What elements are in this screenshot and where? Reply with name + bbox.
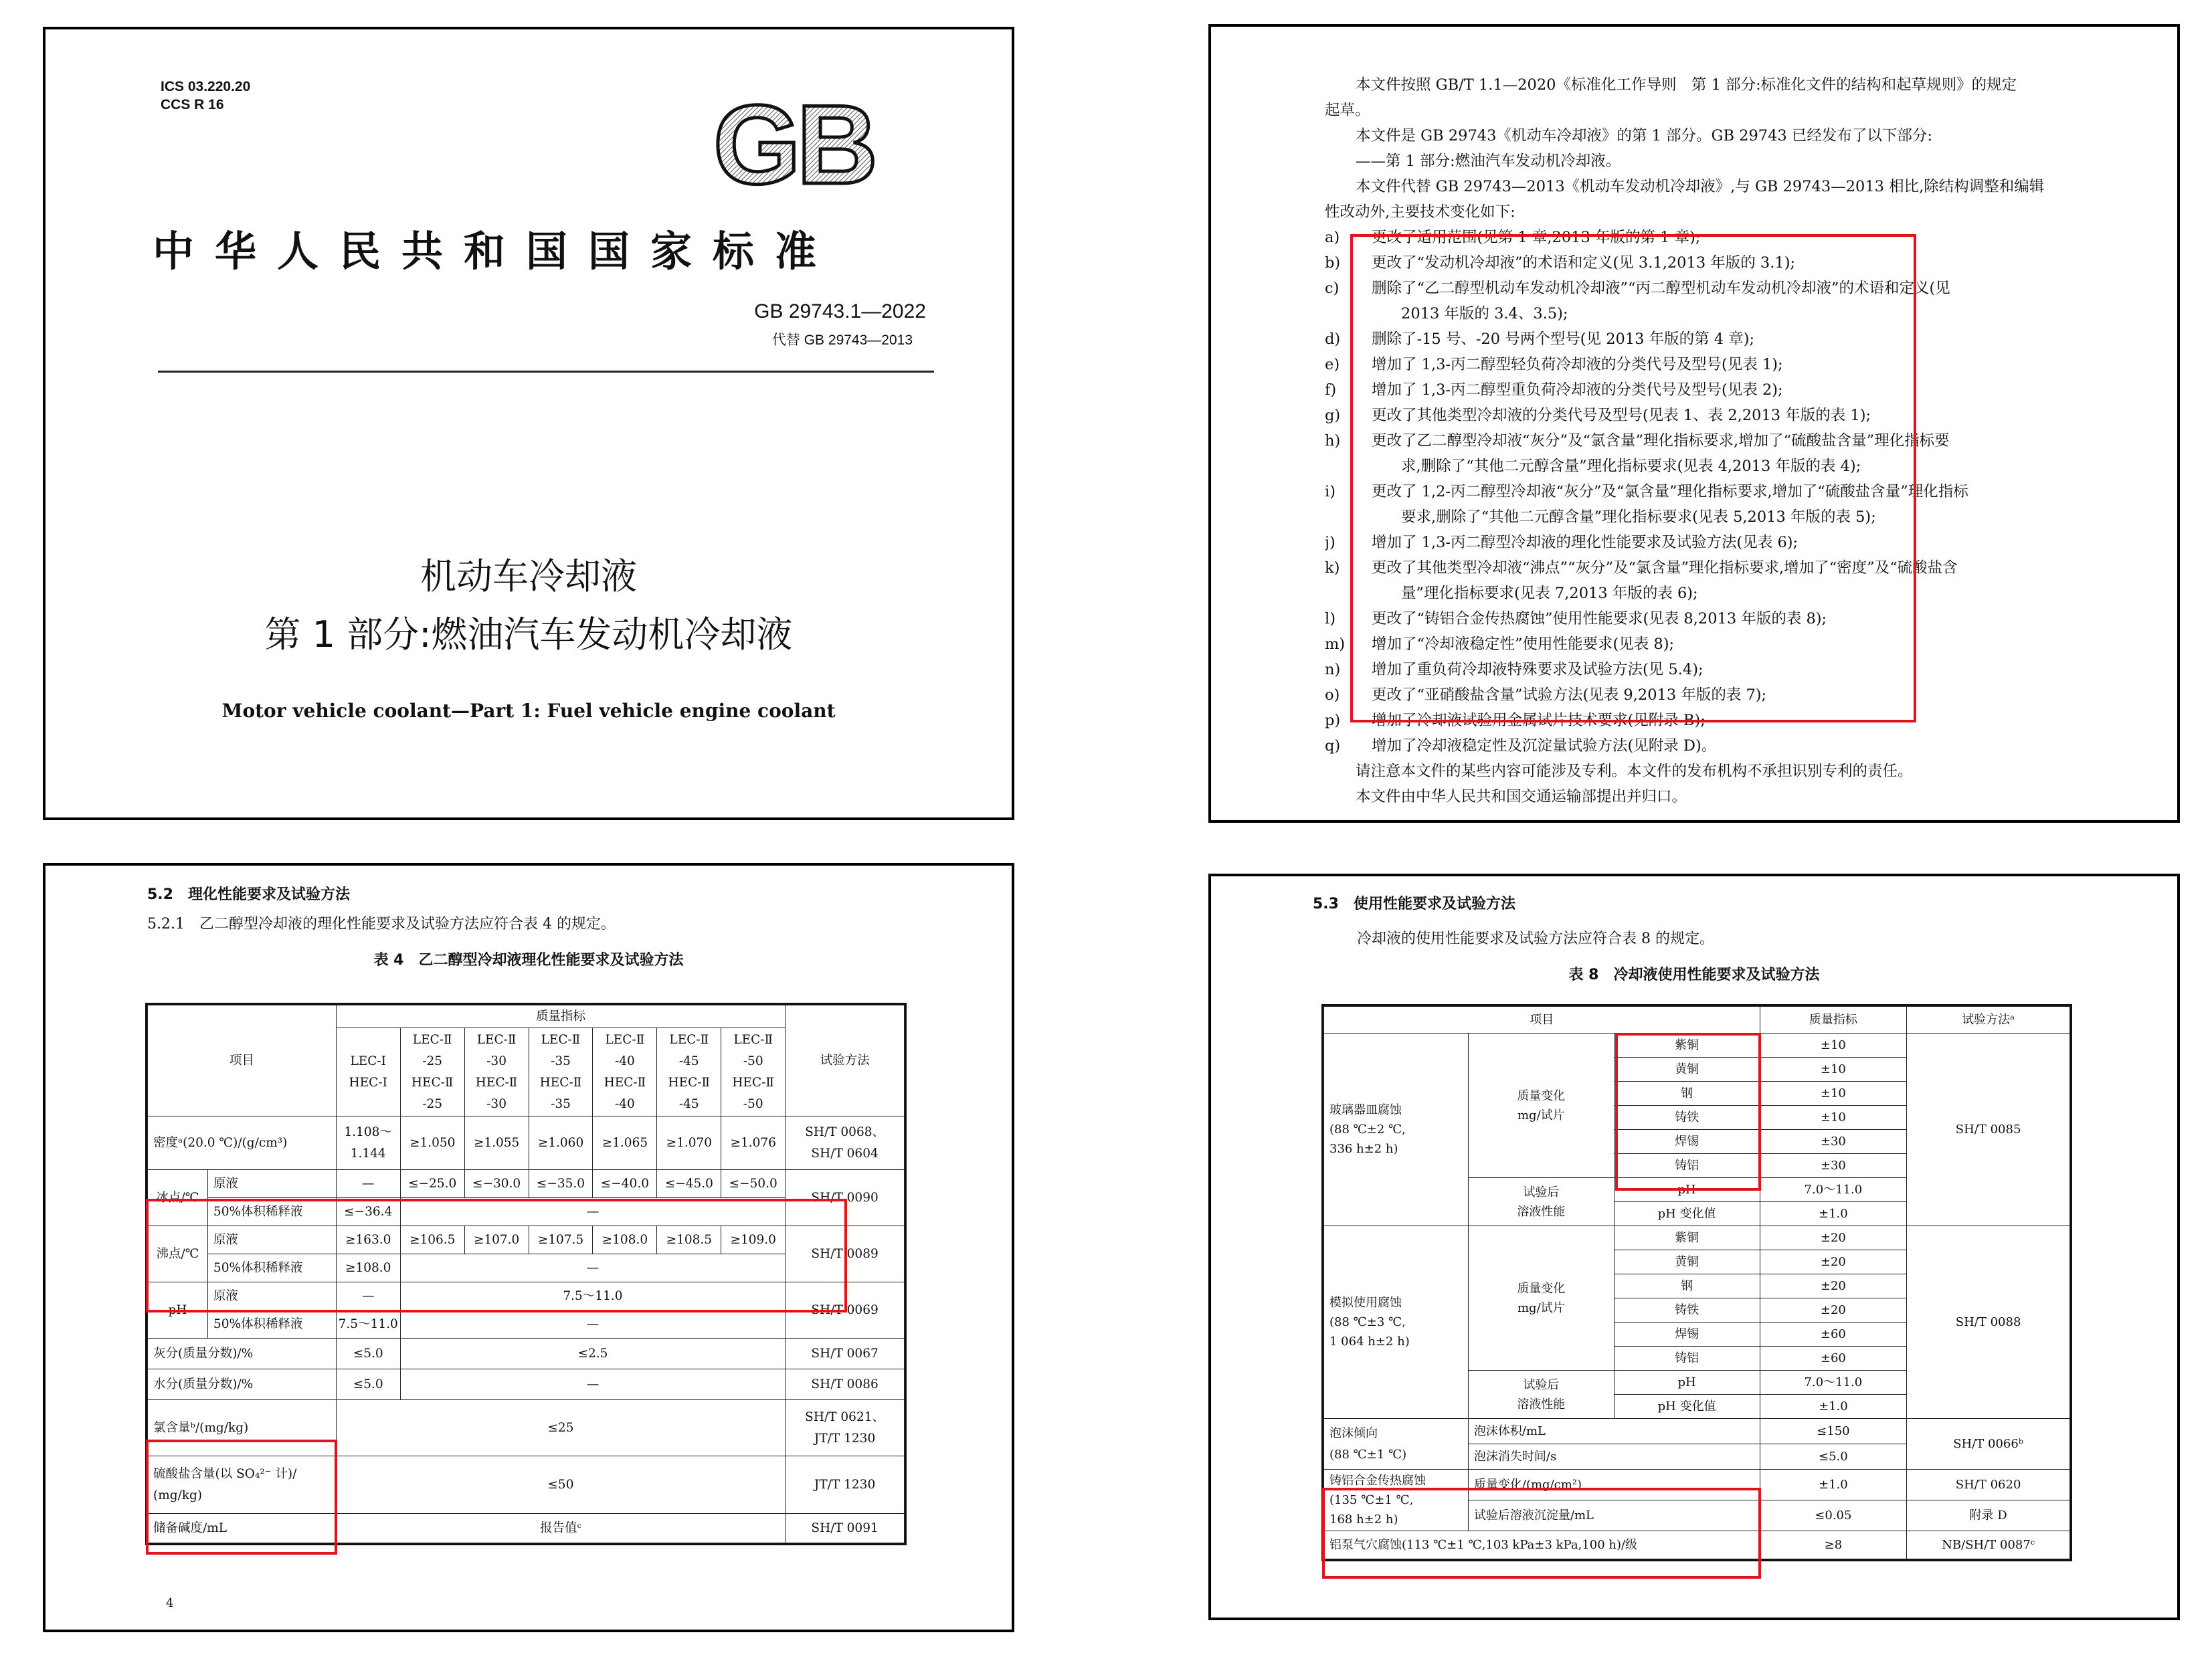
metal-name: 铸铁	[1614, 1298, 1760, 1323]
table-cell: ≤−25.0	[400, 1170, 464, 1198]
table-cell: 试验后溶液沉淀量/mL	[1468, 1500, 1760, 1531]
change-item-text: 增加了 1,3-丙二醇型重负荷冷却液的分类代号及型号(见表 2);	[1372, 381, 1783, 399]
change-item-label: l)	[1325, 610, 1335, 627]
pump-label: 铝泵气穴腐蚀(113 ℃±1 ℃,103 kPa±3 kPa,100 h)/级	[1324, 1531, 1760, 1559]
grade-header: LEC-Ⅱ -50 HEC-Ⅱ -50	[721, 1028, 786, 1116]
change-item-text: 增加了重负荷冷却液特殊要求及试验方法(见 5.4);	[1372, 661, 1703, 678]
table-cell: ≤5.0	[336, 1339, 400, 1369]
castal-label: 铸铝合金传热腐蚀 (135 ℃±1 ℃, 168 h±2 h)	[1324, 1470, 1469, 1531]
change-item	[1325, 657, 2130, 682]
table-cell: ≤5.0	[1760, 1444, 1907, 1470]
change-item-label: f)	[1325, 381, 1337, 399]
change-item	[1325, 428, 2130, 454]
change-item-label: q)	[1325, 737, 1341, 755]
table-cell: —	[400, 1310, 785, 1339]
table-cell: 1.108～ 1.144	[336, 1116, 400, 1170]
ics-code: ICS 03.220.20	[161, 79, 251, 94]
change-item-text: 更改了乙二醇型冷却液“灰分”及“氯含量”理化指标要求,增加了“硫酸盐含量”理化指标要	[1372, 432, 1950, 450]
change-item	[1325, 682, 2130, 708]
table-cell: ≥108.0	[336, 1254, 400, 1282]
change-item-text: 更改了其他类型冷却液“沸点”“灰分”及“氯含量”理化指标要求,增加了“密度”及“硫酸盐含	[1372, 559, 1958, 577]
table-cell: ±10	[1760, 1106, 1907, 1130]
change-item-text: 更改了 1,2-丙二醇型冷却液“灰分”及“氯含量”理化指标要求,增加了“硫酸盐含量”理化指标	[1372, 483, 1968, 500]
table-cell: ≥1.050	[400, 1116, 464, 1170]
table-cell: SH/T 0089	[786, 1226, 905, 1282]
table-cell: ≥1.070	[657, 1116, 721, 1170]
table-cell: ≥1.060	[529, 1116, 593, 1170]
change-item-label: a)	[1325, 229, 1340, 246]
header-method: 试验方法ᵃ	[1907, 1007, 2070, 1034]
change-item	[1325, 479, 2130, 504]
cover-classification	[161, 78, 250, 114]
table-cell: pH	[1614, 1371, 1760, 1395]
replaces-note: 代替 GB 29743—2013	[771, 332, 913, 348]
table-cell: ≤5.0	[336, 1369, 400, 1400]
ccs-code: CCS R 16	[161, 97, 224, 112]
foreword-line: 本文件由中华人民共和国交通运输部提出并归口。	[1356, 788, 1687, 805]
change-item-text: 更改了“铸铝合金传热腐蚀”使用性能要求(见表 8,2013 年版的表 8);	[1372, 610, 1827, 627]
table-cell: ≤2.5	[400, 1339, 785, 1369]
table-cell: SH/T 0090	[786, 1170, 905, 1226]
table-caption: 表 8 冷却液使用性能要求及试验方法	[1568, 967, 1820, 983]
sulfate-label: 硫酸盐含量(以 SO₄²⁻ 计)/ (mg/kg)	[148, 1456, 337, 1514]
change-item-text: 更改了适用范围(见第 1 章,2013 年版的第 1 章);	[1372, 229, 1701, 246]
foreword-text	[1325, 72, 2130, 809]
change-item-text: 增加了冷却液试验用金属试片技术要求(见附录 B);	[1372, 712, 1706, 729]
table-cell: ≤−36.4	[336, 1198, 400, 1226]
change-item	[1325, 733, 2130, 759]
table-cell: —	[336, 1170, 400, 1198]
change-item-label: e)	[1325, 356, 1340, 373]
change-item-text: 更改了“发动机冷却液”的术语和定义(见 3.1,2013 年版的 3.1);	[1372, 254, 1796, 272]
table-cell: ±1.0	[1760, 1470, 1907, 1500]
table-cell: 原液	[207, 1282, 336, 1310]
header-quality: 质量指标	[1760, 1007, 1907, 1034]
change-item-text: 更改了“亚硝酸盐含量”试验方法(见表 9,2013 年版的表 7);	[1372, 686, 1767, 704]
table-cell: ±60	[1760, 1347, 1907, 1371]
change-item	[1325, 403, 2130, 428]
water-label: 水分(质量分数)/%	[148, 1369, 337, 1400]
change-item	[1325, 326, 2130, 352]
mass-change-label: 质量变化 mg/试片	[1468, 1226, 1614, 1371]
change-item-text: 更改了其他类型冷却液的分类代号及型号(见表 1、表 2,2013 年版的表 1);	[1372, 407, 1871, 424]
change-item-label: n)	[1325, 661, 1341, 678]
table-cell: 50%体积稀释液	[207, 1198, 336, 1226]
ash-label: 灰分(质量分数)/%	[148, 1339, 337, 1369]
change-list	[1325, 225, 2130, 759]
table-cell: 7.0～11.0	[1760, 1178, 1907, 1202]
table-cell: pH	[1614, 1178, 1760, 1202]
table-cell: ±10	[1760, 1034, 1907, 1058]
table-cell: SH/T 0068、 SH/T 0604	[786, 1116, 905, 1170]
change-item-label: g)	[1325, 407, 1341, 424]
table-cell: SH/T 0067	[786, 1339, 905, 1369]
header-item: 项目	[1324, 1007, 1760, 1034]
table-cell: SH/T 0086	[786, 1369, 905, 1400]
table-cell: ±20	[1760, 1298, 1907, 1323]
table-cell: 原液	[207, 1170, 336, 1198]
table-cell: SH/T 0085	[1907, 1034, 2070, 1226]
foreword-line: 本文件按照 GB/T 1.1—2020《标准化工作导则 第 1 部分:标准化文件的结构和起草规则》的规定	[1356, 76, 2017, 94]
header-method: 试验方法	[786, 1005, 905, 1116]
table-cell: ≥1.065	[593, 1116, 657, 1170]
header-item: 项目	[148, 1005, 337, 1116]
metal-name: 铸铁	[1614, 1106, 1760, 1130]
change-item	[1325, 352, 2130, 377]
table-cell: pH 变化值	[1614, 1202, 1760, 1226]
change-item-text: 增加了 1,3-丙二醇型冷却液的理化性能要求及试验方法(见表 6);	[1372, 534, 1799, 551]
metal-name: 紫铜	[1614, 1226, 1760, 1250]
change-item-continuation: 量”理化指标要求(见表 7,2013 年版的表 6);	[1401, 585, 1698, 602]
table-cell: —	[336, 1282, 400, 1310]
table-cell: ±10	[1760, 1082, 1907, 1106]
change-item	[1325, 276, 2130, 301]
change-item-label: c)	[1325, 280, 1340, 297]
table-cell: ±20	[1760, 1250, 1907, 1274]
change-item-label: h)	[1325, 432, 1341, 450]
change-item-continuation: 2013 年版的 3.4、3.5);	[1401, 305, 1568, 322]
table-cell: ±1.0	[1760, 1202, 1907, 1226]
divider	[158, 371, 934, 373]
page-number: 4	[166, 1596, 174, 1610]
table-cell: 50%体积稀释液	[207, 1310, 336, 1339]
change-item-label: b)	[1325, 254, 1341, 272]
table-cell: —	[400, 1254, 785, 1282]
change-item	[1325, 250, 2130, 276]
table-cell: ≤−40.0	[593, 1170, 657, 1198]
table-cell: —	[400, 1369, 785, 1400]
freeze-label: 冰点/℃	[148, 1170, 208, 1226]
table-cell: SH/T 0069	[786, 1282, 905, 1339]
table-cell: SH/T 0621、 JT/T 1230	[786, 1400, 905, 1456]
table-cell: SH/T 0088	[1907, 1226, 2070, 1419]
change-item	[1325, 225, 2130, 250]
section-heading: 5.3 使用性能要求及试验方法	[1313, 896, 1515, 912]
table-cell: 附录 D	[1907, 1500, 2070, 1531]
change-item-label: i)	[1325, 483, 1335, 500]
table-cell: 质量变化/(mg/cm²)	[1468, 1470, 1760, 1500]
grade-header: LEC-Ⅱ -35 HEC-Ⅱ -35	[529, 1028, 593, 1116]
gb-logo-icon	[695, 90, 895, 203]
change-item-label: p)	[1325, 712, 1341, 729]
foreword-line: 请注意本文件的某些内容可能涉及专利。本文件的发布机构不承担识别专利的责任。	[1356, 763, 1913, 780]
mass-change-label: 质量变化 mg/试片	[1468, 1034, 1614, 1178]
change-item-label: d)	[1325, 330, 1341, 348]
density-label: 密度ᵃ(20.0 ℃)/(g/cm³)	[148, 1116, 337, 1170]
change-item-text: 增加了“冷却液稳定性”使用性能要求(见表 8);	[1372, 636, 1675, 653]
metal-name: 焊锡	[1614, 1323, 1760, 1347]
table-cell: 报告值ᶜ	[336, 1514, 785, 1543]
foreword-page	[1208, 24, 2180, 823]
change-item	[1325, 708, 2130, 733]
header-quality: 质量指标	[336, 1005, 785, 1028]
change-item	[1325, 631, 2130, 657]
table-cell: ≤25	[336, 1400, 785, 1456]
table-cell: ≥108.0	[593, 1226, 657, 1254]
metal-name: 钢	[1614, 1274, 1760, 1298]
table-cell: ≤−45.0	[657, 1170, 721, 1198]
foreword-line: 性改动外,主要技术变化如下:	[1325, 203, 1515, 221]
section-heading: 5.2 理化性能要求及试验方法	[147, 886, 350, 903]
table-cell: ≥107.5	[529, 1226, 593, 1254]
table-cell: ≤−35.0	[529, 1170, 593, 1198]
ph-label: pH	[148, 1282, 208, 1339]
table-cell: 7.5～11.0	[336, 1310, 400, 1339]
table-cell: ≥8	[1760, 1531, 1907, 1559]
english-title: Motor vehicle coolant—Part 1: Fuel vehicle engine coolant	[221, 700, 836, 722]
table-cell: JT/T 1230	[786, 1456, 905, 1514]
table-cell: ≥109.0	[721, 1226, 786, 1254]
foreword-line: ——第 1 部分:燃油汽车发动机冷却液。	[1356, 153, 1621, 170]
table-cell: ≤−30.0	[464, 1170, 529, 1198]
change-item-text: 增加了冷却液稳定性及沉淀量试验方法(见附录 D)。	[1372, 737, 1717, 755]
table-cell: ±30	[1760, 1130, 1907, 1154]
change-item	[1325, 606, 2130, 631]
table-cell: ≤50	[336, 1456, 785, 1514]
grade-header: LEC-Ⅱ -45 HEC-Ⅱ -45	[657, 1028, 721, 1116]
corrosion-label: 玻璃器皿腐蚀 (88 ℃±2 ℃, 336 h±2 h)	[1324, 1034, 1469, 1226]
clause-text: 5.2.1 乙二醇型冷却液的理化性能要求及试验方法应符合表 4 的规定。	[147, 916, 616, 933]
table-cell: ±1.0	[1760, 1395, 1907, 1419]
table-cell: ≥1.055	[464, 1116, 529, 1170]
table-cell: ≥1.076	[721, 1116, 786, 1170]
change-item-text: 删除了-15 号、-20 号两个型号(见 2013 年版的第 4 章);	[1372, 330, 1755, 348]
table-cell: NB/SH/T 0087ᶜ	[1907, 1531, 2070, 1559]
change-item-text: 增加了 1,3-丙二醇型轻负荷冷却液的分类代号及型号(见表 1);	[1372, 356, 1783, 373]
change-item	[1325, 377, 2130, 403]
table-cell: 泡沫体积/mL	[1468, 1419, 1760, 1444]
table-cell: 50%体积稀释液	[207, 1254, 336, 1282]
table-cell: ≥106.5	[400, 1226, 464, 1254]
change-item	[1325, 530, 2130, 555]
table-cell: SH/T 0066ᵇ	[1907, 1419, 2070, 1470]
corrosion-label: 模拟使用腐蚀 (88 ℃±3 ℃, 1 064 h±2 h)	[1324, 1226, 1469, 1419]
clause-text: 冷却液的使用性能要求及试验方法应符合表 8 的规定。	[1357, 931, 1714, 947]
after-test-label: 试验后 溶液性能	[1468, 1371, 1614, 1419]
metal-name: 紫铜	[1614, 1034, 1760, 1058]
change-item-text: 删除了“乙二醇型机动车发动机冷却液”“丙二醇型机动车发动机冷却液”的术语和定义(见	[1372, 280, 1950, 297]
table-cell: 7.0～11.0	[1760, 1371, 1907, 1395]
change-item-label: o)	[1325, 686, 1340, 704]
grade-header: LEC-Ⅱ -40 HEC-Ⅱ -40	[593, 1028, 657, 1116]
after-test-label: 试验后 溶液性能	[1468, 1178, 1614, 1226]
metal-name: 钢	[1614, 1082, 1760, 1106]
table4-page	[43, 863, 1014, 1632]
table-cell: ±30	[1760, 1154, 1907, 1178]
table8-page	[1208, 874, 2180, 1620]
foreword-line: 起草。	[1325, 102, 1370, 119]
table-cell: ±20	[1760, 1274, 1907, 1298]
national-standard-title: 中华人民共和国国家标准	[153, 227, 838, 276]
change-item-label: j)	[1325, 534, 1335, 551]
table-cell: pH 变化值	[1614, 1395, 1760, 1419]
table-cell: ≥108.5	[657, 1226, 721, 1254]
metal-name: 铸铝	[1614, 1154, 1760, 1178]
metal-name: 焊锡	[1614, 1130, 1760, 1154]
metal-name: 黄铜	[1614, 1058, 1760, 1082]
foam-label: 泡沫倾向 (88 ℃±1 ℃)	[1324, 1419, 1469, 1470]
foreword-line: 本文件是 GB 29743《机动车冷却液》的第 1 部分。GB 29743 已经发布了以下部分:	[1356, 127, 1932, 144]
change-item-continuation: 要求,删除了“其他二元醇含量”理化指标要求(见表 5,2013 年版的表 5);	[1401, 508, 1876, 526]
table-cell: ≥107.0	[464, 1226, 529, 1254]
standard-subtitle: 第 1 部分:燃油汽车发动机冷却液	[264, 613, 793, 656]
table4	[147, 1005, 905, 1543]
change-item-continuation: 求,删除了“其他二元醇含量”理化指标要求(见表 4,2013 年版的表 4);	[1401, 458, 1861, 475]
table-cell: ≤0.05	[1760, 1500, 1907, 1531]
metal-name: 黄铜	[1614, 1250, 1760, 1274]
table-cell: 原液	[207, 1226, 336, 1254]
table-cell: ≤−50.0	[721, 1170, 786, 1198]
table-caption: 表 4 乙二醇型冷却液理化性能要求及试验方法	[373, 952, 684, 969]
standard-number: GB 29743.1—2022	[754, 300, 926, 322]
table-cell: ≤150	[1760, 1419, 1907, 1444]
table-cell: SH/T 0091	[786, 1514, 905, 1543]
grade-header: LEC-Ⅱ -25 HEC-Ⅱ -25	[400, 1028, 464, 1116]
change-item-label: m)	[1325, 636, 1346, 653]
change-item	[1325, 555, 2130, 581]
boil-label: 沸点/℃	[148, 1226, 208, 1282]
grade-header: LEC-Ⅱ -30 HEC-Ⅱ -30	[464, 1028, 529, 1116]
table-cell: —	[400, 1198, 785, 1226]
table8	[1323, 1006, 2070, 1559]
table-cell: 7.5～11.0	[400, 1282, 785, 1310]
reserve-label: 储备碱度/mL	[148, 1514, 337, 1543]
table-cell: ±10	[1760, 1058, 1907, 1082]
foreword-line: 本文件代替 GB 29743—2013《机动车发动机冷却液》,与 GB 29743—2013 相比,除结构调整和编辑	[1356, 178, 2045, 195]
table-cell: ±20	[1760, 1226, 1907, 1250]
chlorine-label: 氯含量ᵇ/(mg/kg)	[148, 1400, 337, 1456]
table-cell: SH/T 0620	[1907, 1470, 2070, 1500]
metal-name: 铸铝	[1614, 1347, 1760, 1371]
change-item-label: k)	[1325, 559, 1340, 577]
grade-header: LEC-Ⅰ HEC-Ⅰ	[336, 1028, 400, 1116]
svg-text:GB: GB	[713, 90, 874, 203]
standard-title: 机动车冷却液	[420, 555, 637, 597]
table-cell: 泡沫消失时间/s	[1468, 1444, 1760, 1470]
table-cell: ≥163.0	[336, 1226, 400, 1254]
cover-page	[43, 27, 1014, 820]
table-cell: ±60	[1760, 1323, 1907, 1347]
